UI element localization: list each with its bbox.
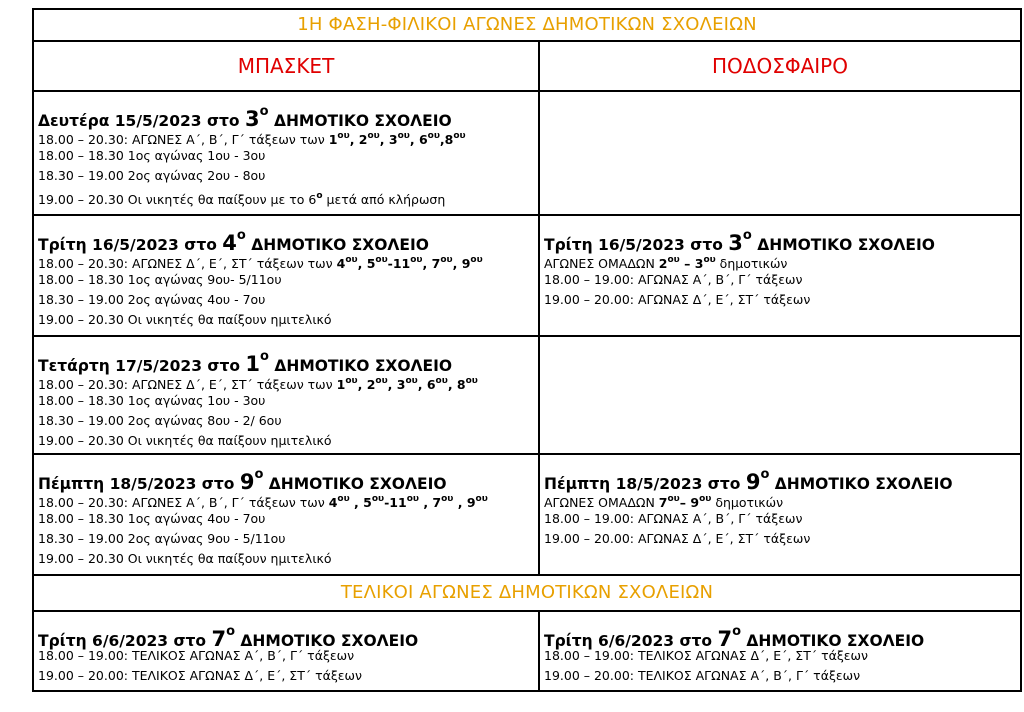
line-text: 19.00 – 20.30 Οι νικητές θα παίξουν με το 6	[38, 192, 317, 207]
match-day-heading	[38, 618, 534, 651]
day-date: Τρίτη 16/5/2023 στο	[544, 236, 729, 254]
schedule-row-3	[33, 336, 1021, 454]
basket-cell-1	[33, 91, 539, 215]
school-num: 9	[690, 495, 700, 510]
school-number: 3	[728, 231, 743, 255]
page-title: 1Η ΦΑΣΗ-ΦΙΛΙΚΟΙ ΑΓΩΝΕΣ ΔΗΜΟΤΙΚΩΝ ΣΧΟΛΕΙΩΝ	[33, 9, 1021, 41]
school-label: ΔΗΜΟΤΙΚΟ ΣΧΟΛΕΙΟ	[235, 632, 419, 650]
school-number: 4	[222, 231, 237, 255]
school-num: -11	[387, 256, 411, 271]
ordinal: ου	[465, 376, 478, 386]
basket-cell-4	[33, 454, 539, 575]
line-text: 18.00 – 20.30: ΑΓΩΝΕΣ Α΄, Β΄, Γ΄ τάξεων των	[38, 132, 329, 147]
school-num: 8	[444, 132, 454, 147]
schedule-line: 18.30 – 19.00 2ος αγώνας 4ου - 7ου	[38, 292, 266, 307]
schedule-line: 19.00 – 20.30 Οι νικητές θα παίξουν ημιτελικό	[38, 551, 332, 566]
schedule-line: 18.00 – 19.00: ΤΕΛΙΚΟΣ ΑΓΩΝΑΣ Α΄, Β΄, Γ΄ τάξεων	[38, 648, 355, 663]
line-text: ΑΓΩΝΕΣ ΟΜΑΔΩΝ	[544, 256, 659, 271]
school-num: 4	[336, 256, 346, 271]
line-text: δημοτικών	[715, 256, 788, 271]
school-num: 9	[461, 256, 471, 271]
line-text: μετά από κλήρωση	[322, 192, 446, 207]
ordinal-suffix: ο	[760, 467, 770, 482]
ordinal-suffix: ο	[742, 228, 752, 243]
schedule-line: 18.30 – 19.00 2ος αγώνας 2ου - 8ου	[38, 168, 266, 183]
schedule-row-1	[33, 91, 1021, 215]
schedule-line: 18.00 – 18.30 1ος αγώνας 1ου - 3ου	[38, 393, 266, 408]
match-day-heading	[38, 222, 534, 255]
finals-title: ΤΕΛΙΚΟΙ ΑΓΩΝΕΣ ΔΗΜΟΤΙΚΩΝ ΣΧΟΛΕΙΩΝ	[33, 575, 1021, 611]
ordinal: ου	[453, 131, 466, 141]
football-cell-2	[539, 215, 1021, 336]
school-num: -11	[384, 495, 407, 510]
school-number: 3	[244, 107, 260, 131]
school-number: 9	[239, 470, 255, 494]
ordinal: ου	[397, 131, 410, 141]
school-num: 1	[336, 377, 346, 392]
school-number: 7	[717, 627, 733, 651]
schedule-row-4	[33, 454, 1021, 575]
ordinal: ου	[375, 255, 388, 265]
school-num: 2	[358, 132, 368, 147]
ordinal: ου	[337, 494, 350, 504]
school-label: ΔΗΜΟΤΙΚΟ ΣΧΟΛΕΙΟ	[769, 475, 953, 493]
ordinal: ου	[345, 376, 358, 386]
day-date: Τετάρτη 17/5/2023 στο	[38, 357, 246, 375]
schedule-line: 18.00 – 20.30: ΑΓΩΝΕΣ Δ΄, Ε΄, ΣΤ΄ τάξεων των $4^{o\upsilon}$, $5^{o\upsilon}-11^{o\upsilon}$, $7^{o\upsilon}$, $9^{o\upsilon}$	[38, 255, 483, 271]
schedule-line: 18.30 – 19.00 2ος αγώνας 9ου - 5/11ου	[38, 531, 286, 546]
school-label: ΔΗΜΟΤΙΚΟ ΣΧΟΛΕΙΟ	[751, 236, 935, 254]
ordinal: ου	[440, 255, 453, 265]
school-label: ΔΗΜΟΤΙΚΟ ΣΧΟΛΕΙΟ	[245, 236, 429, 254]
football-column-header: ΠΟΔΟΣΦΑΙΡΟ	[539, 41, 1021, 91]
ordinal: ου	[470, 255, 483, 265]
schedule-line	[38, 186, 534, 206]
football-cell-3-empty	[539, 336, 1021, 454]
schedule-line	[544, 250, 1016, 270]
school-number: 9	[745, 470, 761, 494]
school-num: 2	[366, 377, 376, 392]
schedule-line: 19.00 – 20.00: ΑΓΩΝΑΣ Δ΄, Ε΄, ΣΤ΄ τάξεων	[544, 531, 811, 546]
ordinal: ου	[667, 494, 680, 504]
schedule-row-2	[33, 215, 1021, 336]
basket-column-header: ΜΠΑΣΚΕΤ	[33, 41, 539, 91]
schedule-line: 18.00 – 20.30: ΑΓΩΝΕΣ Α΄, Β΄, Γ΄ τάξεων των $4^{o\upsilon}$ , $5^{o\upsilon}-11^{o\upsilon}$ , $7^{o\upsilon}$ , $9^{o\upsilon}$	[38, 494, 488, 510]
ordinal-suffix: ο	[226, 624, 236, 639]
ordinal: ου	[405, 376, 418, 386]
ordinal-suffix: ο	[260, 349, 269, 364]
day-date: Πέμπτη 18/5/2023 στο	[38, 475, 240, 493]
match-day-heading	[38, 98, 534, 131]
ordinal: ου	[699, 494, 712, 504]
column-header-row	[33, 41, 1021, 91]
school-label: ΔΗΜΟΤΙΚΟ ΣΧΟΛΕΙΟ	[268, 357, 453, 375]
line-text: ΑΓΩΝΕΣ ΟΜΑΔΩΝ	[544, 495, 659, 510]
ordinal: ου	[406, 494, 419, 504]
schedule-line: 18.00 – 19.00: ΑΓΩΝΑΣ Α΄, Β΄, Γ΄ τάξεων	[544, 511, 803, 526]
school-num: 3	[396, 377, 406, 392]
ordinal-suffix: ο	[732, 624, 742, 639]
schedule-line: 18.00 – 18.30 1ος αγώνας 4ου - 7ου	[38, 511, 266, 526]
schedule-line: 19.00 – 20.30 Οι νικητές θα παίξουν ημιτελικό	[38, 433, 332, 448]
ordinal: ου	[441, 494, 454, 504]
finals-football-cell	[539, 611, 1021, 691]
day-date: Τρίτη 6/6/2023 στο	[38, 632, 212, 650]
ordinal-suffix: ο	[259, 104, 269, 119]
school-num: 6	[426, 377, 436, 392]
schedule-line: 18.30 – 19.00 2ος αγώνας 8ου - 2/ 6ου	[38, 413, 282, 428]
school-num: 7	[658, 495, 668, 510]
school-num: 4	[328, 495, 338, 510]
school-num: 8	[456, 377, 466, 392]
school-num: 5	[363, 495, 372, 510]
school-num: 5	[366, 256, 376, 271]
schedule-line: 18.00 – 18.30 1ος αγώνας 9ου- 5/11ου	[38, 272, 282, 287]
ordinal: ου	[703, 255, 716, 265]
schedule-table	[32, 8, 1022, 692]
school-number: 7	[211, 627, 227, 651]
line-text: 18.00 – 20.30: ΑΓΩΝΕΣ Α΄, Β΄, Γ΄ τάξεων των	[38, 495, 329, 510]
basket-cell-2	[33, 215, 539, 336]
match-day-heading	[38, 343, 534, 376]
schedule-line: 19.00 – 20.00: ΤΕΛΙΚΟΣ ΑΓΩΝΑΣ Α΄, Β΄, Γ΄ τάξεων	[544, 668, 861, 683]
basket-cell-3	[33, 336, 539, 454]
ordinal-suffix: ο	[236, 228, 246, 243]
schedule-line: 19.00 – 20.00: ΤΕΛΙΚΟΣ ΑΓΩΝΑΣ Δ΄, Ε΄, ΣΤ΄ τάξεων	[38, 668, 363, 683]
ordinal: ο	[316, 191, 323, 201]
schedule-line: 18.00 – 20.30: ΑΓΩΝΕΣ Α΄, Β΄, Γ΄ τάξεων των $1^{o\upsilon}$, $2^{o\upsilon}$, $3^{o\upsilon}$, $6^{o\upsilon},8^{o\upsilon}$	[38, 131, 466, 147]
school-num: 6	[418, 132, 428, 147]
school-num: 9	[466, 495, 476, 510]
school-num: 1	[328, 132, 338, 147]
dash: –	[679, 495, 691, 510]
school-number: 1	[245, 352, 261, 376]
ordinal: ου	[367, 131, 380, 141]
ordinal: ου	[410, 255, 423, 265]
ordinal: ου	[435, 376, 448, 386]
ordinal: ου	[475, 494, 488, 504]
ordinal: ου	[345, 255, 358, 265]
school-label: ΔΗΜΟΤΙΚΟ ΣΧΟΛΕΙΟ	[263, 475, 447, 493]
ordinal: ου	[667, 255, 680, 265]
ordinal-suffix: ο	[254, 467, 264, 482]
day-date: Τρίτη 6/6/2023 στο	[544, 632, 718, 650]
school-num: 7	[432, 495, 442, 510]
school-num: 3	[694, 256, 704, 271]
ordinal: ου	[337, 131, 350, 141]
match-day-heading	[544, 222, 1016, 255]
schedule-line: 19.00 – 20.00: ΑΓΩΝΑΣ Δ΄, Ε΄, ΣΤ΄ τάξεων	[544, 292, 811, 307]
ordinal: ου	[375, 376, 388, 386]
football-cell-1-empty	[539, 91, 1021, 215]
dash: –	[679, 256, 695, 271]
football-cell-4	[539, 454, 1021, 575]
day-date: Πέμπτη 18/5/2023 στο	[544, 475, 746, 493]
line-text: 18.00 – 20.30: ΑΓΩΝΕΣ Δ΄, Ε΄, ΣΤ΄ τάξεων των	[38, 377, 337, 392]
schedule-line: 19.00 – 20.30 Οι νικητές θα παίξουν ημιτελικό	[38, 312, 332, 327]
match-day-heading	[38, 461, 534, 494]
school-num: 7	[431, 256, 441, 271]
schedule-line: 18.00 – 20.30: ΑΓΩΝΕΣ Δ΄, Ε΄, ΣΤ΄ τάξεων των $1^{o\upsilon}$, $2^{o\upsilon}$, $3^{o\upsilon}$, $6^{o\upsilon}$, $8^{o\upsilon}$	[38, 376, 478, 392]
school-label: ΔΗΜΟΤΙΚΟ ΣΧΟΛΕΙΟ	[268, 112, 452, 130]
day-date: Τρίτη 16/5/2023 στο	[38, 236, 223, 254]
match-day-heading	[544, 461, 1016, 494]
match-day-heading	[544, 618, 1016, 651]
finals-title-row	[33, 575, 1021, 611]
school-num: 2	[658, 256, 668, 271]
schedule-line: 18.00 – 19.00: ΑΓΩΝΑΣ Α΄, Β΄, Γ΄ τάξεων	[544, 272, 803, 287]
title-row	[33, 9, 1021, 41]
ordinal: ου	[371, 494, 385, 504]
day-date: Δευτέρα 15/5/2023 στο	[38, 112, 245, 130]
line-text: δημοτικών	[711, 495, 784, 510]
schedule-line: 18.00 – 18.30 1ος αγώνας 1ου - 3ου	[38, 148, 266, 163]
line-text: 18.00 – 20.30: ΑΓΩΝΕΣ Δ΄, Ε΄, ΣΤ΄ τάξεων των	[38, 256, 337, 271]
finals-row	[33, 611, 1021, 691]
school-label: ΔΗΜΟΤΙΚΟ ΣΧΟΛΕΙΟ	[741, 632, 925, 650]
finals-basket-cell	[33, 611, 539, 691]
schedule-line: 18.00 – 19.00: ΤΕΛΙΚΟΣ ΑΓΩΝΑΣ Δ΄, Ε΄, ΣΤ΄ τάξεων	[544, 648, 869, 663]
ordinal: ου	[427, 131, 440, 141]
school-num: 3	[388, 132, 398, 147]
